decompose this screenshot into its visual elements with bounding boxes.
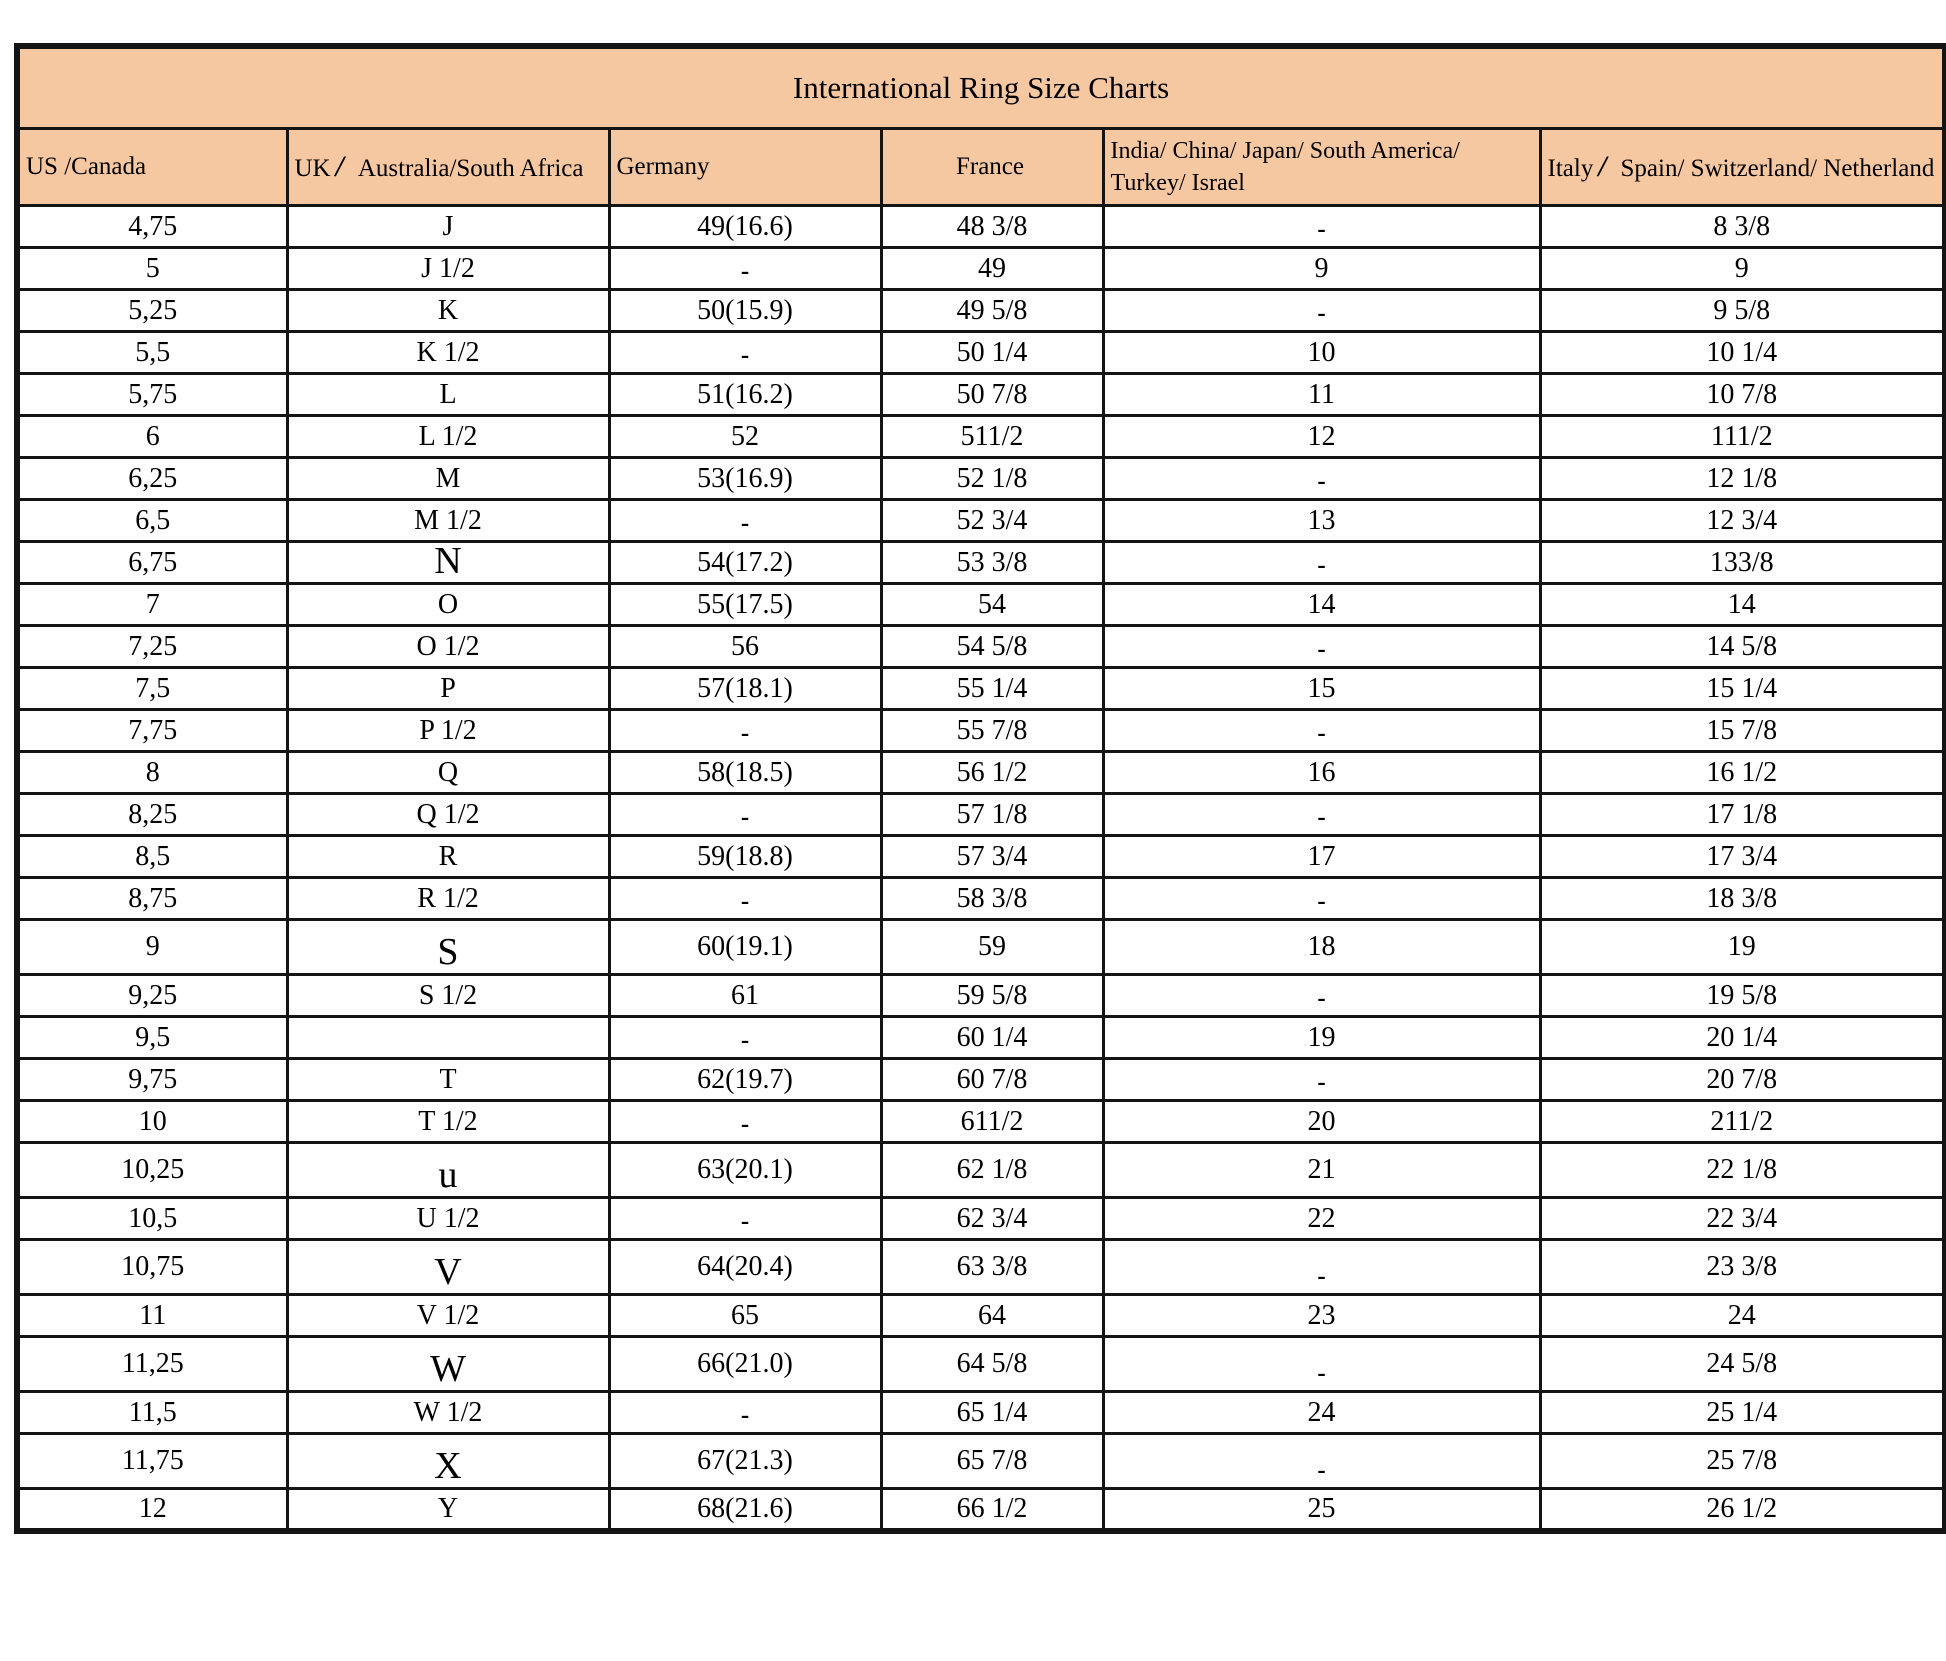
cell-india-group: - <box>1103 975 1540 1017</box>
cell-france: 64 5/8 <box>881 1337 1103 1392</box>
cell-italy-group: 24 5/8 <box>1540 1337 1945 1392</box>
table-row <box>17 542 1945 584</box>
cell-germany: 54(17.2) <box>609 542 881 584</box>
cell-us-canada: 7 <box>17 584 287 626</box>
cell-uk-australia: R <box>287 836 609 878</box>
cell-germany: 66(21.0) <box>609 1337 881 1392</box>
cell-uk-australia: L <box>287 374 609 416</box>
cell-italy-group: 10 7/8 <box>1540 374 1945 416</box>
cell-us-canada: 5,25 <box>17 290 287 332</box>
cell-germany: - <box>609 878 881 920</box>
cell-india-group: - <box>1103 626 1540 668</box>
cell-uk-australia: K 1/2 <box>287 332 609 374</box>
cell-germany: - <box>609 1017 881 1059</box>
cell-italy-group: 12 3/4 <box>1540 500 1945 542</box>
cell-india-group: 25 <box>1103 1489 1540 1531</box>
cell-germany: - <box>609 500 881 542</box>
cell-india-group: 17 <box>1103 836 1540 878</box>
cell-us-canada: 10 <box>17 1101 287 1143</box>
cell-france: 54 5/8 <box>881 626 1103 668</box>
cell-uk-australia: X <box>287 1434 609 1489</box>
col-header-india-group <box>1103 129 1540 206</box>
col-header-germany-label: Germany <box>616 153 710 180</box>
table-row <box>17 668 1945 710</box>
cell-india-group: 10 <box>1103 332 1540 374</box>
cell-germany: - <box>609 794 881 836</box>
cell-france: 58 3/8 <box>881 878 1103 920</box>
table-row <box>17 206 1945 248</box>
table-row <box>17 710 1945 752</box>
col-header-uk-australia <box>287 129 609 206</box>
cell-germany: 64(20.4) <box>609 1240 881 1295</box>
cell-germany: 49(16.6) <box>609 206 881 248</box>
col-header-us-canada <box>17 129 287 206</box>
cell-us-canada: 8,25 <box>17 794 287 836</box>
cell-uk-australia: O <box>287 584 609 626</box>
cell-india-group: - <box>1103 878 1540 920</box>
cell-uk-australia: Q 1/2 <box>287 794 609 836</box>
table-row <box>17 1017 1945 1059</box>
table-row <box>17 416 1945 458</box>
cell-india-group: - <box>1103 290 1540 332</box>
col-header-france-label: France <box>955 153 1025 180</box>
cell-us-canada: 10,25 <box>17 1143 287 1198</box>
cell-germany: 59(18.8) <box>609 836 881 878</box>
cell-italy-group: 25 1/4 <box>1540 1392 1945 1434</box>
cell-germany: 56 <box>609 626 881 668</box>
cell-uk-australia: M 1/2 <box>287 500 609 542</box>
cell-france: 60 7/8 <box>881 1059 1103 1101</box>
cell-us-canada: 9,75 <box>17 1059 287 1101</box>
cell-germany: 50(15.9) <box>609 290 881 332</box>
cell-germany: 55(17.5) <box>609 584 881 626</box>
cell-italy-group: 211/2 <box>1540 1101 1945 1143</box>
cell-uk-australia: J <box>287 206 609 248</box>
cell-india-group: - <box>1103 458 1540 500</box>
table-row <box>17 1337 1945 1392</box>
cell-germany: - <box>609 248 881 290</box>
cell-us-canada: 9,25 <box>17 975 287 1017</box>
cell-france: 49 <box>881 248 1103 290</box>
cell-india-group: 13 <box>1103 500 1540 542</box>
cell-italy-group: 17 1/8 <box>1540 794 1945 836</box>
col-header-uk-suffix: Australia/South Africa <box>357 154 584 182</box>
cell-france: 50 1/4 <box>881 332 1103 374</box>
table-row <box>17 836 1945 878</box>
cell-india-group: 12 <box>1103 416 1540 458</box>
cell-france: 60 1/4 <box>881 1017 1103 1059</box>
cell-germany: - <box>609 710 881 752</box>
cell-us-canada: 7,5 <box>17 668 287 710</box>
cell-italy-group: 111/2 <box>1540 416 1945 458</box>
table-title: International Ring Size Charts <box>17 46 1945 129</box>
cell-uk-australia: M <box>287 458 609 500</box>
slash-separator: / <box>1598 150 1607 183</box>
cell-india-group: 11 <box>1103 374 1540 416</box>
cell-france: 62 3/4 <box>881 1198 1103 1240</box>
table-body <box>17 206 1945 1531</box>
cell-us-canada: 6,5 <box>17 500 287 542</box>
cell-germany: 58(18.5) <box>609 752 881 794</box>
cell-italy-group: 16 1/2 <box>1540 752 1945 794</box>
col-header-italy-group <box>1540 129 1945 206</box>
cell-india-group: 18 <box>1103 920 1540 975</box>
cell-india-group: - <box>1103 1337 1540 1392</box>
cell-italy-group: 8 3/8 <box>1540 206 1945 248</box>
table-row <box>17 584 1945 626</box>
cell-uk-australia: T <box>287 1059 609 1101</box>
cell-india-group: 14 <box>1103 584 1540 626</box>
cell-france: 66 1/2 <box>881 1489 1103 1531</box>
cell-us-canada: 7,75 <box>17 710 287 752</box>
cell-france: 64 <box>881 1295 1103 1337</box>
table-row <box>17 458 1945 500</box>
cell-uk-australia: W <box>287 1337 609 1392</box>
cell-germany: - <box>609 1198 881 1240</box>
cell-france: 55 1/4 <box>881 668 1103 710</box>
cell-germany: 61 <box>609 975 881 1017</box>
table-row <box>17 1059 1945 1101</box>
cell-germany: - <box>609 1392 881 1434</box>
cell-germany: 62(19.7) <box>609 1059 881 1101</box>
cell-us-canada: 11,75 <box>17 1434 287 1489</box>
cell-india-group: - <box>1103 206 1540 248</box>
cell-italy-group: 18 3/8 <box>1540 878 1945 920</box>
cell-italy-group: 22 1/8 <box>1540 1143 1945 1198</box>
cell-india-group: 20 <box>1103 1101 1540 1143</box>
table-row <box>17 1489 1945 1531</box>
cell-uk-australia: N <box>287 542 609 584</box>
cell-uk-australia: P <box>287 668 609 710</box>
cell-us-canada: 10,5 <box>17 1198 287 1240</box>
cell-us-canada: 7,25 <box>17 626 287 668</box>
table-row <box>17 248 1945 290</box>
title-row <box>17 46 1945 129</box>
cell-france: 611/2 <box>881 1101 1103 1143</box>
cell-france: 65 7/8 <box>881 1434 1103 1489</box>
cell-italy-group: 10 1/4 <box>1540 332 1945 374</box>
cell-germany: - <box>609 332 881 374</box>
cell-us-canada: 4,75 <box>17 206 287 248</box>
cell-india-group: 9 <box>1103 248 1540 290</box>
cell-uk-australia: V 1/2 <box>287 1295 609 1337</box>
cell-france: 54 <box>881 584 1103 626</box>
slash-separator: / <box>335 150 344 183</box>
column-header-row <box>17 129 1945 206</box>
cell-italy-group: 12 1/8 <box>1540 458 1945 500</box>
cell-germany: - <box>609 1101 881 1143</box>
col-header-italy-prefix: Italy <box>1547 154 1594 182</box>
cell-germany: 51(16.2) <box>609 374 881 416</box>
table-row <box>17 332 1945 374</box>
cell-us-canada: 8,75 <box>17 878 287 920</box>
cell-france: 49 5/8 <box>881 290 1103 332</box>
col-header-india-line2: Turkey/ Israel <box>1110 170 1245 196</box>
cell-us-canada: 6,75 <box>17 542 287 584</box>
col-header-india-line1: India/ China/ Japan/ South America/ <box>1110 137 1460 164</box>
cell-us-canada: 10,75 <box>17 1240 287 1295</box>
col-header-germany <box>609 129 881 206</box>
col-header-uk-prefix: UK <box>294 154 331 182</box>
cell-uk-australia: P 1/2 <box>287 710 609 752</box>
cell-france: 62 1/8 <box>881 1143 1103 1198</box>
cell-france: 511/2 <box>881 416 1103 458</box>
cell-us-canada: 6 <box>17 416 287 458</box>
cell-france: 50 7/8 <box>881 374 1103 416</box>
cell-us-canada: 8,5 <box>17 836 287 878</box>
cell-us-canada: 8 <box>17 752 287 794</box>
cell-italy-group: 23 3/8 <box>1540 1240 1945 1295</box>
cell-india-group: - <box>1103 542 1540 584</box>
table-row <box>17 626 1945 668</box>
cell-france: 57 3/4 <box>881 836 1103 878</box>
cell-india-group: - <box>1103 1059 1540 1101</box>
table-row <box>17 374 1945 416</box>
cell-uk-australia: T 1/2 <box>287 1101 609 1143</box>
cell-germany: 68(21.6) <box>609 1489 881 1531</box>
cell-us-canada: 12 <box>17 1489 287 1531</box>
cell-italy-group: 14 5/8 <box>1540 626 1945 668</box>
cell-germany: 65 <box>609 1295 881 1337</box>
cell-uk-australia: J 1/2 <box>287 248 609 290</box>
cell-india-group: 16 <box>1103 752 1540 794</box>
cell-us-canada: 11,25 <box>17 1337 287 1392</box>
cell-italy-group: 15 7/8 <box>1540 710 1945 752</box>
cell-italy-group: 9 5/8 <box>1540 290 1945 332</box>
cell-india-group: 22 <box>1103 1198 1540 1240</box>
cell-us-canada: 6,25 <box>17 458 287 500</box>
table-row <box>17 290 1945 332</box>
col-header-italy-suffix: Spain/ Switzerland/ Netherland <box>1620 154 1935 182</box>
cell-us-canada: 11 <box>17 1295 287 1337</box>
cell-italy-group: 15 1/4 <box>1540 668 1945 710</box>
cell-us-canada: 5,75 <box>17 374 287 416</box>
cell-germany: 60(19.1) <box>609 920 881 975</box>
cell-italy-group: 22 3/4 <box>1540 1198 1945 1240</box>
cell-us-canada: 9,5 <box>17 1017 287 1059</box>
cell-uk-australia: O 1/2 <box>287 626 609 668</box>
cell-uk-australia: K <box>287 290 609 332</box>
table-row <box>17 975 1945 1017</box>
cell-india-group: - <box>1103 794 1540 836</box>
table-row <box>17 1101 1945 1143</box>
table-row <box>17 794 1945 836</box>
cell-india-group: - <box>1103 710 1540 752</box>
cell-italy-group: 25 7/8 <box>1540 1434 1945 1489</box>
table-row <box>17 1295 1945 1337</box>
cell-india-group: 21 <box>1103 1143 1540 1198</box>
cell-uk-australia: W 1/2 <box>287 1392 609 1434</box>
cell-france: 48 3/8 <box>881 206 1103 248</box>
cell-us-canada: 5,5 <box>17 332 287 374</box>
cell-france: 57 1/8 <box>881 794 1103 836</box>
cell-germany: 67(21.3) <box>609 1434 881 1489</box>
cell-france: 53 3/8 <box>881 542 1103 584</box>
cell-germany: 57(18.1) <box>609 668 881 710</box>
cell-uk-australia <box>287 1017 609 1059</box>
cell-france: 59 5/8 <box>881 975 1103 1017</box>
cell-us-canada: 9 <box>17 920 287 975</box>
table-row <box>17 1143 1945 1198</box>
table-row <box>17 1240 1945 1295</box>
table-row <box>17 500 1945 542</box>
table-row <box>17 752 1945 794</box>
cell-india-group: 15 <box>1103 668 1540 710</box>
cell-uk-australia: S <box>287 920 609 975</box>
cell-us-canada: 11,5 <box>17 1392 287 1434</box>
cell-india-group: 24 <box>1103 1392 1540 1434</box>
table-row <box>17 1392 1945 1434</box>
cell-india-group: - <box>1103 1240 1540 1295</box>
cell-france: 52 1/8 <box>881 458 1103 500</box>
cell-italy-group: 24 <box>1540 1295 1945 1337</box>
ring-size-table <box>14 43 1946 1534</box>
cell-us-canada: 5 <box>17 248 287 290</box>
cell-italy-group: 20 1/4 <box>1540 1017 1945 1059</box>
table-row <box>17 1434 1945 1489</box>
table-row <box>17 920 1945 975</box>
cell-india-group: 19 <box>1103 1017 1540 1059</box>
cell-france: 52 3/4 <box>881 500 1103 542</box>
cell-india-group: 23 <box>1103 1295 1540 1337</box>
cell-italy-group: 19 5/8 <box>1540 975 1945 1017</box>
cell-france: 59 <box>881 920 1103 975</box>
cell-uk-australia: V <box>287 1240 609 1295</box>
cell-germany: 52 <box>609 416 881 458</box>
cell-germany: 63(20.1) <box>609 1143 881 1198</box>
cell-uk-australia: Y <box>287 1489 609 1531</box>
cell-italy-group: 9 <box>1540 248 1945 290</box>
cell-uk-australia: S 1/2 <box>287 975 609 1017</box>
cell-italy-group: 26 1/2 <box>1540 1489 1945 1531</box>
cell-france: 55 7/8 <box>881 710 1103 752</box>
cell-italy-group: 19 <box>1540 920 1945 975</box>
table-row <box>17 1198 1945 1240</box>
cell-italy-group: 20 7/8 <box>1540 1059 1945 1101</box>
cell-uk-australia: u <box>287 1143 609 1198</box>
cell-uk-australia: Q <box>287 752 609 794</box>
cell-uk-australia: L 1/2 <box>287 416 609 458</box>
table-row <box>17 878 1945 920</box>
cell-italy-group: 17 3/4 <box>1540 836 1945 878</box>
col-header-us-canada-label: US /Canada <box>26 153 147 180</box>
col-header-france <box>881 129 1103 206</box>
cell-uk-australia: R 1/2 <box>287 878 609 920</box>
cell-italy-group: 133/8 <box>1540 542 1945 584</box>
cell-italy-group: 14 <box>1540 584 1945 626</box>
cell-germany: 53(16.9) <box>609 458 881 500</box>
cell-france: 56 1/2 <box>881 752 1103 794</box>
cell-france: 63 3/8 <box>881 1240 1103 1295</box>
cell-india-group: - <box>1103 1434 1540 1489</box>
cell-france: 65 1/4 <box>881 1392 1103 1434</box>
cell-uk-australia: U 1/2 <box>287 1198 609 1240</box>
